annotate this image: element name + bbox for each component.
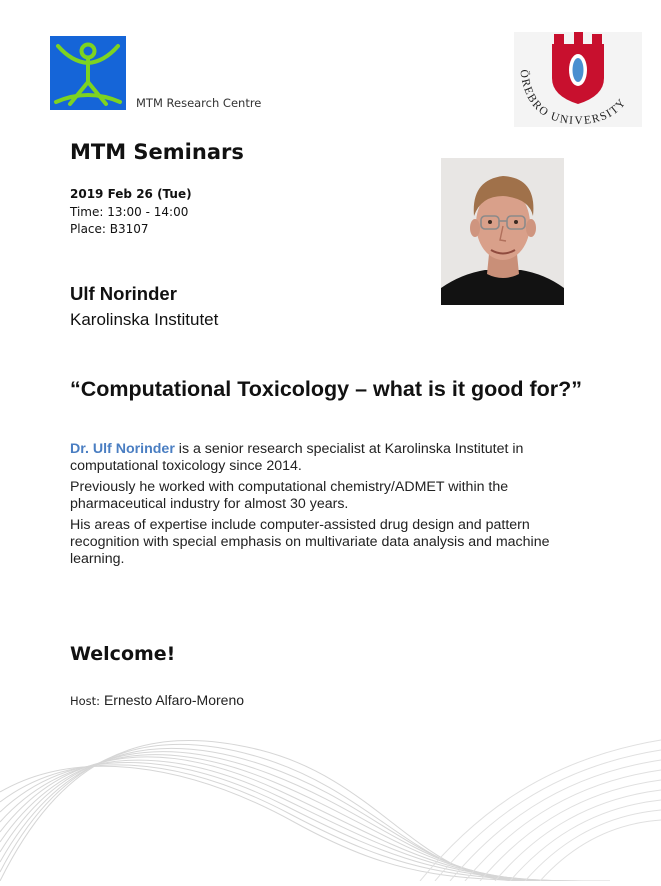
seminar-place: Place: B3107 bbox=[70, 222, 149, 236]
mtm-logo bbox=[50, 36, 126, 110]
speaker-photo bbox=[441, 158, 564, 305]
host-name: Ernesto Alfaro-Moreno bbox=[100, 692, 245, 708]
seminar-date: 2019 Feb 26 (Tue) bbox=[70, 187, 192, 201]
speaker-name: Ulf Norinder bbox=[70, 283, 177, 304]
welcome-text: Welcome! bbox=[70, 643, 176, 665]
bio-speaker-name: Dr. Ulf Norinder bbox=[70, 441, 175, 457]
talk-title: “Computational Toxicology – what is it good for?” bbox=[70, 377, 583, 401]
orebro-university-logo bbox=[514, 32, 642, 127]
seminar-heading: MTM Seminars bbox=[70, 140, 244, 164]
bio-paragraph-3: His areas of expertise include computer-assisted drug design and pattern recognition with special emphasis on multivariate data analysis and machine learning. bbox=[70, 516, 550, 568]
orebro-university-logo-text: ÖREBRO UNIVERSITY bbox=[517, 68, 629, 127]
seminar-time: Time: 13:00 - 14:00 bbox=[70, 205, 189, 219]
speaker-affiliation: Karolinska Institutet bbox=[70, 310, 219, 329]
wave-decoration bbox=[0, 700, 661, 881]
centre-name: MTM Research Centre bbox=[136, 96, 262, 110]
speaker-bio bbox=[70, 441, 570, 572]
bio-paragraph-2: Previously he worked with computational chemistry/ADMET within the pharmaceutical industry for almost 30 years. bbox=[70, 478, 509, 513]
host-label: Host: bbox=[70, 694, 101, 708]
bio-paragraph-1 bbox=[70, 441, 570, 476]
bio-paragraph-1-text: is a senior research specialist at Karolinska Institutet in computational toxicology since 2014. bbox=[70, 441, 524, 475]
